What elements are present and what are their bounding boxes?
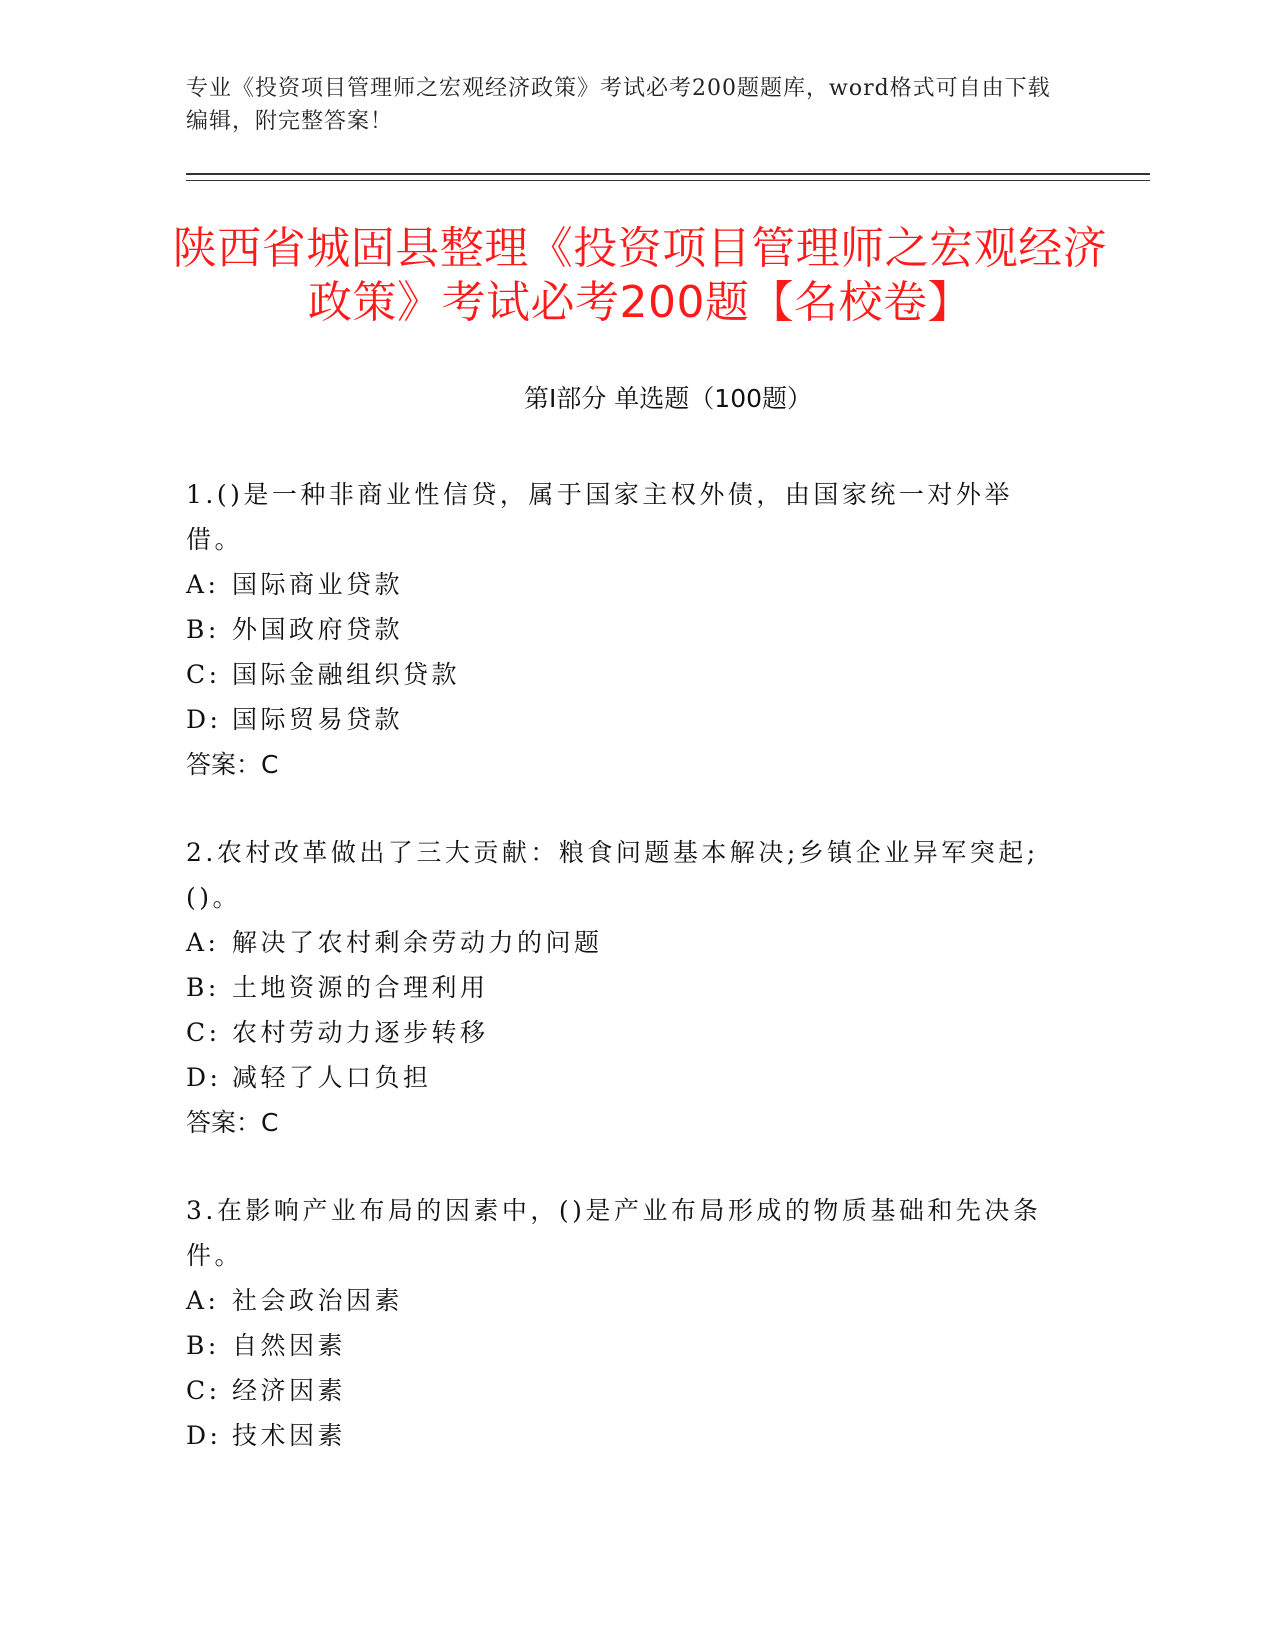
document-intro: 专业《投资项目管理师之宏观经济政策》考试必考200题题库，word格式可自由下载编辑，附完整答案！: [186, 76, 1051, 134]
question-stem: 2.农村改革做出了三大贡献：粮食问题基本解决;乡镇企业异军突起;()。: [186, 838, 1039, 912]
answer-line: 答案：C: [186, 1108, 279, 1137]
option-a: [186, 562, 1066, 607]
section-title: 第Ⅰ部分 单选题（100题）: [523, 384, 813, 413]
option-text: 外国政府贷款: [232, 615, 404, 644]
option-d: [186, 1413, 1066, 1458]
option-b: [186, 607, 1066, 652]
option-letter: A:: [186, 1286, 220, 1315]
option-letter: B:: [186, 615, 220, 644]
option-letter: C:: [186, 1018, 221, 1047]
option-text: 技术因素: [232, 1421, 347, 1450]
option-text: 农村劳动力逐步转移: [232, 1018, 489, 1047]
option-text: 土地资源的合理利用: [232, 973, 489, 1002]
option-text: 国际商业贷款: [232, 570, 404, 599]
option-letter: C:: [186, 1376, 221, 1405]
question-stem: 3.在影响产业布局的因素中，()是产业布局形成的物质基础和先决条件。: [186, 1196, 1042, 1270]
option-a: [186, 1278, 1066, 1323]
option-letter: B:: [186, 1331, 220, 1360]
option-b: [186, 1323, 1066, 1368]
option-letter: D:: [186, 1421, 222, 1450]
option-text: 社会政治因素: [232, 1286, 404, 1315]
question-3: [186, 1188, 1066, 1458]
question-list: [186, 472, 1066, 1501]
option-text: 国际金融组织贷款: [232, 660, 461, 689]
option-d: [186, 697, 1066, 742]
option-letter: A:: [186, 928, 220, 957]
option-c: [186, 1368, 1066, 1413]
option-c: [186, 652, 1066, 697]
answer-line: 答案：C: [186, 750, 279, 779]
option-letter: C:: [186, 660, 221, 689]
option-c: [186, 1010, 1066, 1055]
question-2: [186, 830, 1066, 1145]
option-letter: A:: [186, 570, 220, 599]
option-text: 减轻了人口负担: [232, 1063, 432, 1092]
option-letter: B:: [186, 973, 220, 1002]
option-a: [186, 920, 1066, 965]
question-1: [186, 472, 1066, 787]
option-text: 国际贸易贷款: [232, 705, 404, 734]
option-text: 经济因素: [232, 1376, 347, 1405]
option-letter: D:: [186, 705, 222, 734]
option-d: [186, 1055, 1066, 1100]
option-letter: D:: [186, 1063, 222, 1092]
header-divider-thick: [186, 173, 1150, 175]
question-stem: 1.()是一种非商业性信贷，属于国家主权外债，由国家统一对外举借。: [186, 480, 1013, 554]
header-divider-thin: [186, 180, 1150, 181]
option-b: [186, 965, 1066, 1010]
option-text: 解决了农村剩余劳动力的问题: [232, 928, 603, 957]
document-title: 陕西省城固县整理《投资项目管理师之宏观经济政策》考试必考200题【名校卷】: [172, 223, 1108, 328]
option-text: 自然因素: [232, 1331, 347, 1360]
